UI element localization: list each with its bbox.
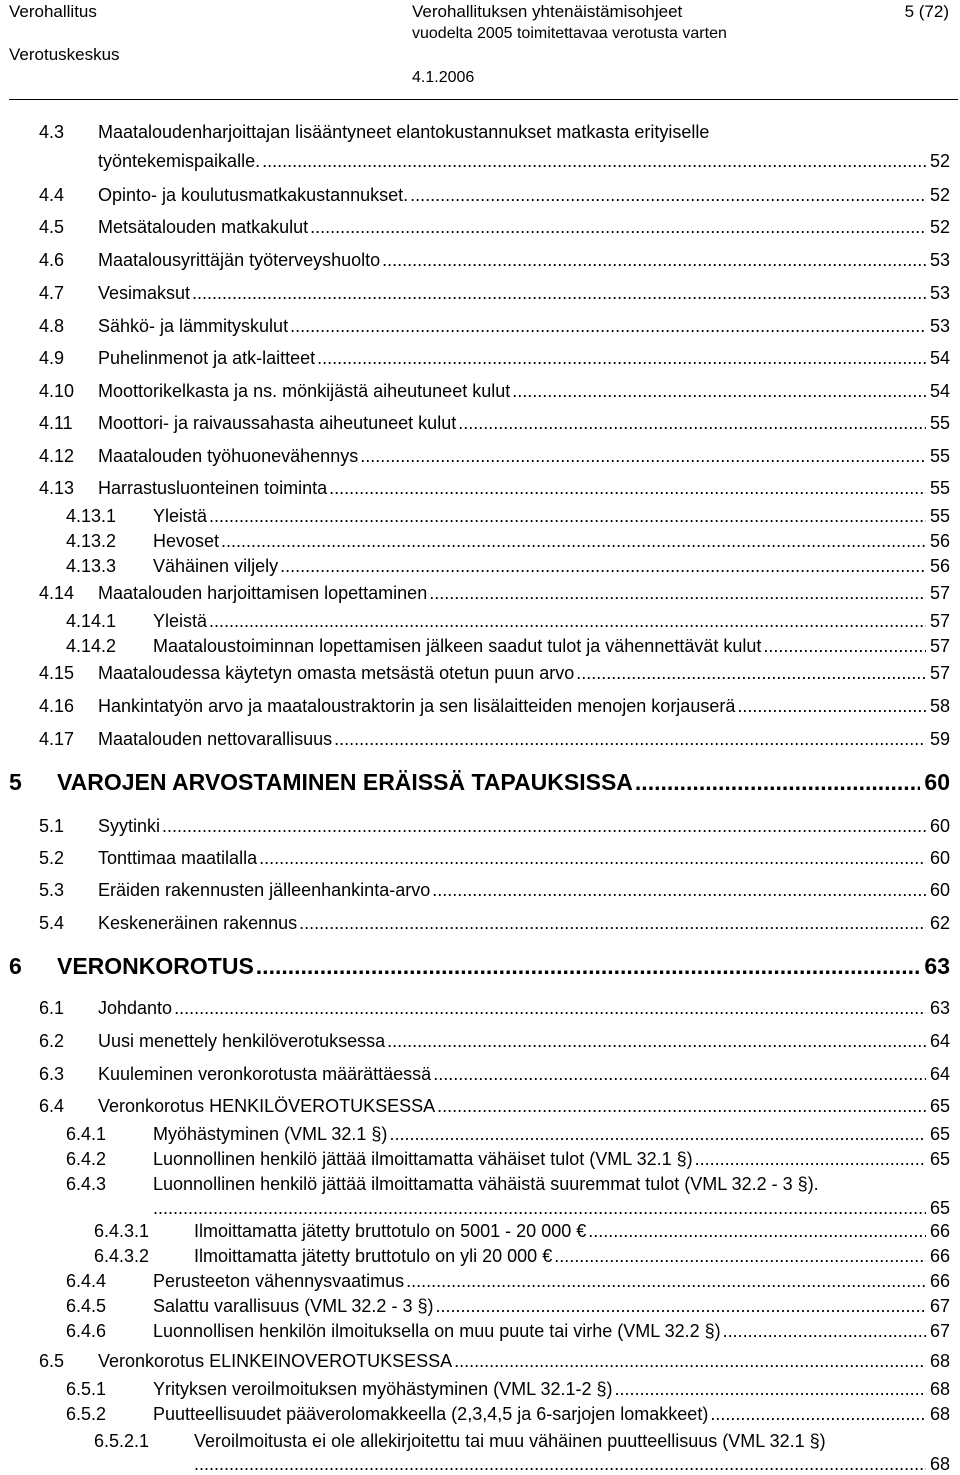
toc-entry[interactable]	[0, 662, 960, 684]
toc-entry-page-number: 52	[929, 185, 950, 205]
toc-entry[interactable]	[0, 555, 960, 577]
toc-entry-number: 6.4.3	[66, 1174, 107, 1194]
toc-entry-title: Veroilmoitusta ei ole allekirjoitettu tai muu vähäinen puutteellisuus (VML 32.1 §)	[194, 1431, 826, 1451]
toc-leader-dots	[262, 150, 926, 172]
toc-entry-title: Ilmoittamatta jätetty bruttotulo on yli 20 000 €	[194, 1246, 553, 1266]
toc-entry-page-number: 63	[924, 953, 950, 979]
toc-leader-dots	[588, 1220, 926, 1242]
toc-entry[interactable]	[0, 1245, 960, 1267]
toc-entry-page-number: 60	[929, 816, 950, 836]
toc-entry-number: 4.3	[39, 122, 65, 142]
toc-entry-page-number: 66	[929, 1271, 950, 1291]
toc-entry[interactable]	[0, 1320, 960, 1342]
toc-entry-number: 6.5.2	[66, 1404, 107, 1424]
toc-entry[interactable]	[0, 184, 960, 206]
toc-entry-title: Veronkorotus ELINKEINOVEROTUKSESSA	[98, 1351, 453, 1371]
toc-entry-number: 6.5.1	[66, 1379, 107, 1399]
toc-entry-number: 4.17	[39, 729, 75, 749]
toc-entry-page-number: 52	[929, 217, 950, 237]
toc-leader-dots	[299, 912, 926, 934]
toc-entry-page-number: 68	[929, 1351, 950, 1371]
toc-entry-number: 4.13.1	[66, 506, 117, 526]
toc-entry-number: 4.16	[39, 696, 75, 716]
toc-leader-dots	[290, 315, 926, 337]
toc-entry-page-number: 52	[929, 151, 950, 171]
toc-entry-title: Maatalouden harjoittamisen lopettaminen	[98, 583, 428, 603]
toc-leader-dots	[280, 555, 926, 577]
toc-entry[interactable]	[0, 1173, 960, 1195]
toc-entry-number: 6.1	[39, 998, 65, 1018]
toc-leader-dots	[437, 1095, 926, 1117]
toc-leader-dots	[435, 1295, 926, 1317]
toc-leader-dots	[432, 879, 926, 901]
toc-entry-number: 6	[9, 953, 22, 979]
toc-entry[interactable]	[0, 1148, 960, 1170]
toc-entry[interactable]	[0, 347, 960, 369]
toc-entry-title: Tonttimaa maatilalla	[98, 848, 258, 868]
toc-entry-page-number: 55	[929, 478, 950, 498]
toc-leader-dots	[310, 216, 926, 238]
toc-entry-page-number: 65	[929, 1149, 950, 1169]
toc-entry-page-number: 65	[929, 1124, 950, 1144]
toc-entry-number: 4.7	[39, 283, 65, 303]
toc-entry-number: 6.4.1	[66, 1124, 107, 1144]
toc-entry-number: 4.15	[39, 663, 75, 683]
toc-entry-number: 4.5	[39, 217, 65, 237]
toc-leader-dots	[615, 1378, 926, 1400]
toc-entry-title: Uusi menettely henkilöverotuksessa	[98, 1031, 386, 1051]
toc-entry-title: Harrastusluonteinen toiminta	[98, 478, 328, 498]
toc-leader-dots	[406, 1270, 926, 1292]
header-left-top: Verohallitus	[9, 2, 97, 21]
toc-entry[interactable]	[0, 530, 960, 552]
toc-leader-dots	[695, 1148, 926, 1170]
toc-entry-title: Syytinki	[98, 816, 161, 836]
toc-entry[interactable]	[0, 282, 960, 304]
toc-entry[interactable]	[0, 1430, 960, 1452]
toc-entry-title: Sähkö- ja lämmityskulut	[98, 316, 289, 336]
toc-entry[interactable]	[0, 1270, 960, 1292]
toc-entry[interactable]	[0, 582, 960, 604]
toc-leader-dots	[433, 1063, 926, 1085]
toc-entry[interactable]	[0, 912, 960, 934]
toc-leader-dots	[635, 767, 920, 797]
toc-entry[interactable]	[0, 121, 960, 143]
toc-entry-continuation	[0, 150, 960, 172]
header-page-indicator: 5 (72)	[904, 2, 949, 21]
toc-entry-title: Luonnollinen henkilö jättää ilmoittamatta vähäiset tulot (VML 32.1 §)	[153, 1149, 693, 1169]
toc-entry-title: Puutteellisuudet pääverolomakkeella (2,3,4,5 ja 6-sarjojen lomakkeet)	[153, 1404, 709, 1424]
toc-entry-number: 4.8	[39, 316, 65, 336]
toc-entry-page-number: 53	[929, 250, 950, 270]
toc-entry-title: Puhelinmenot ja atk-laitteet	[98, 348, 316, 368]
header-center-line1: Verohallituksen yhtenäistämisohjeet	[412, 2, 683, 21]
toc-leader-dots	[162, 815, 926, 837]
toc-entry-title: Keskeneräinen rakennus	[98, 913, 298, 933]
toc-entry-number: 6.3	[39, 1064, 65, 1084]
toc-entry[interactable]	[0, 1220, 960, 1242]
toc-entry-title: VERONKOROTUS	[57, 953, 254, 979]
toc-entry-number: 4.12	[39, 446, 75, 466]
toc-entry-page-number: 63	[929, 998, 950, 1018]
toc-entry[interactable]	[0, 445, 960, 467]
toc-entry-title: Veronkorotus HENKILÖVEROTUKSESSA	[98, 1096, 436, 1116]
toc-entry-page-number: 67	[929, 1321, 950, 1341]
toc-entry[interactable]	[0, 997, 960, 1019]
toc-entry-number: 4.9	[39, 348, 65, 368]
toc-entry-title-continuation: työntekemispaikalle.	[98, 151, 261, 171]
toc-entry-number: 4.13	[39, 478, 75, 498]
toc-leader-dots	[209, 505, 926, 527]
toc-entry[interactable]	[0, 635, 960, 657]
toc-entry-continuation	[0, 1197, 960, 1219]
toc-entry-number: 6.4.5	[66, 1296, 107, 1316]
toc-entry[interactable]	[0, 505, 960, 527]
toc-entry[interactable]	[0, 412, 960, 434]
toc-entry[interactable]	[0, 728, 960, 750]
toc-entry[interactable]	[0, 1030, 960, 1052]
toc-entry-page-number: 53	[929, 283, 950, 303]
toc-entry-page-number: 55	[929, 446, 950, 466]
toc-entry-number: 4.6	[39, 250, 65, 270]
toc-entry[interactable]	[0, 1403, 960, 1425]
toc-entry-page-number: 62	[929, 913, 950, 933]
toc-entry-title: Yleistä	[153, 611, 208, 631]
toc-entry-number: 6.4.2	[66, 1149, 107, 1169]
toc-leader-dots	[221, 530, 926, 552]
toc-leader-dots	[387, 1030, 926, 1052]
toc-entry-title: Maatalousyrittäjän työterveyshuolto	[98, 250, 381, 270]
toc-leader-dots	[192, 282, 926, 304]
toc-entry-number: 4.13.2	[66, 531, 117, 551]
toc-entry-number: 4.14.1	[66, 611, 117, 631]
toc-entry-number: 4.14.2	[66, 636, 117, 656]
toc-leader-dots	[763, 635, 926, 657]
toc-entry-title: Johdanto	[98, 998, 173, 1018]
toc-entry-title: Hevoset	[153, 531, 220, 551]
toc-leader-dots	[554, 1245, 926, 1267]
toc-entry-page-number: 65	[929, 1096, 950, 1116]
toc-entry[interactable]	[0, 315, 960, 337]
toc-entry-number: 6.4.3.2	[94, 1246, 150, 1266]
header-left-bottom: Verotuskeskus	[9, 45, 120, 64]
toc-entry[interactable]	[0, 1063, 960, 1085]
toc-entry-page-number: 60	[924, 769, 950, 795]
toc-entry-page-number: 54	[929, 381, 950, 401]
toc-entry-page-number: 59	[929, 729, 950, 749]
toc-entry-page-number: 68	[929, 1404, 950, 1424]
toc-entry-title: Luonnollinen henkilö jättää ilmoittamatta vähäistä suuremmat tulot (VML 32.2 - 3 §).	[153, 1174, 819, 1194]
toc-leader-dots	[334, 728, 926, 750]
toc-entry-number: 6.5.2.1	[94, 1431, 150, 1451]
toc-entry[interactable]	[0, 847, 960, 869]
toc-entry-title: Luonnollisen henkilön ilmoituksella on muu puute tai virhe (VML 32.2 §)	[153, 1321, 721, 1341]
toc-entry-number: 5.3	[39, 880, 65, 900]
toc-leader-dots	[209, 610, 926, 632]
toc-entry-title: Hankintatyön arvo ja maataloustraktorin ja sen lisälaitteiden menojen korjauserä	[98, 696, 736, 716]
toc-entry[interactable]	[0, 249, 960, 271]
toc-entry-page-number: 66	[929, 1246, 950, 1266]
toc-entry-page-number: 54	[929, 348, 950, 368]
toc-entry-page-number: 65	[929, 1198, 950, 1218]
toc-entry-number: 4.11	[39, 413, 73, 433]
toc-entry-title: Perusteeton vähennysvaatimus	[153, 1271, 405, 1291]
toc-leader-dots	[576, 662, 926, 684]
toc-entry-number: 5.4	[39, 913, 65, 933]
toc-entry-page-number: 64	[929, 1064, 950, 1084]
toc-entry[interactable]	[0, 380, 960, 402]
toc-entry-number: 6.4.3.1	[94, 1221, 150, 1241]
toc-leader-dots	[429, 582, 926, 604]
toc-entry-title: Vesimaksut	[98, 283, 191, 303]
toc-entry-page-number: 55	[929, 413, 950, 433]
toc-entry-number: 4.4	[39, 185, 65, 205]
toc-entry-title: Maatalouden nettovarallisuus	[98, 729, 333, 749]
toc-entry-title: Yrityksen veroilmoituksen myöhästyminen (VML 32.1-2 §)	[153, 1379, 613, 1399]
toc-entry-title: Maataloudenharjoittajan lisääntyneet elantokustannukset matkasta erityiselle	[98, 122, 710, 142]
toc-leader-dots	[458, 412, 926, 434]
toc-leader-dots	[454, 1350, 926, 1372]
toc-entry-title: Moottorikelkasta ja ns. mönkijästä aiheutuneet kulut	[98, 381, 511, 401]
toc-leader-dots	[360, 445, 926, 467]
toc-entry-title: Vähäinen viljely	[153, 556, 279, 576]
toc-leader-dots	[153, 1197, 926, 1219]
toc-entry-page-number: 60	[929, 880, 950, 900]
toc-entry-title: Kuuleminen veronkorotusta määrättäessä	[98, 1064, 432, 1084]
toc-entry[interactable]	[0, 879, 960, 901]
toc-leader-dots	[389, 1123, 926, 1145]
toc-entry-page-number: 57	[929, 663, 950, 683]
toc-leader-dots	[710, 1403, 926, 1425]
toc-entry-title: Maatalouden työhuonevähennys	[98, 446, 359, 466]
toc-entry-number: 4.13.3	[66, 556, 117, 576]
toc-leader-dots	[737, 695, 926, 717]
toc-entry[interactable]	[0, 1378, 960, 1400]
toc-entry-title: Opinto- ja koulutusmatkakustannukset.	[98, 185, 409, 205]
toc-entry-title: Maataloustoiminnan lopettamisen jälkeen saadut tulot ja vähennettävät kulut	[153, 636, 762, 656]
toc-entry[interactable]	[0, 1350, 960, 1372]
toc-leader-dots	[512, 380, 926, 402]
toc-entry-page-number: 55	[929, 506, 950, 526]
toc-entry-title: Maataloudessa käytetyn omasta metsästä otetun puun arvo	[98, 663, 575, 683]
toc-entry-title: Salattu varallisuus (VML 32.2 - 3 §)	[153, 1296, 434, 1316]
toc-entry[interactable]	[0, 767, 960, 797]
toc-leader-dots	[174, 997, 926, 1019]
toc-entry-title: Myöhästyminen (VML 32.1 §)	[153, 1124, 388, 1144]
toc-entry-number: 5	[9, 769, 22, 795]
toc-entry-page-number: 67	[929, 1296, 950, 1316]
toc-entry-number: 6.4	[39, 1096, 65, 1116]
header-center-line3: 4.1.2006	[412, 69, 475, 86]
toc-leader-dots	[410, 184, 926, 206]
toc-entry[interactable]	[0, 216, 960, 238]
toc-entry-title: Eräiden rakennusten jälleenhankinta-arvo	[98, 880, 431, 900]
toc-entry-page-number: 58	[929, 696, 950, 716]
toc-entry[interactable]	[0, 951, 960, 981]
toc-entry-page-number: 57	[929, 611, 950, 631]
toc-entry-page-number: 56	[929, 531, 950, 551]
toc-entry-page-number: 57	[929, 636, 950, 656]
toc-entry-number: 4.10	[39, 381, 75, 401]
toc-entry-page-number: 60	[929, 848, 950, 868]
toc-entry-page-number: 68	[929, 1379, 950, 1399]
toc-leader-dots	[329, 477, 926, 499]
toc-entry[interactable]	[0, 695, 960, 717]
toc-entry-title: Metsätalouden matkakulut	[98, 217, 309, 237]
toc-entry-title: VAROJEN ARVOSTAMINEN ERÄISSÄ TAPAUKSISSA	[57, 769, 633, 795]
toc-entry[interactable]	[0, 1095, 960, 1117]
toc-entry-page-number: 53	[929, 316, 950, 336]
toc-entry-number: 5.1	[39, 816, 65, 836]
toc-entry-title: Ilmoittamatta jätetty bruttotulo on 5001 - 20 000 €	[194, 1221, 587, 1241]
toc-entry-title: Yleistä	[153, 506, 208, 526]
toc-entry-number: 6.2	[39, 1031, 65, 1051]
toc-leader-dots	[256, 951, 921, 981]
toc-entry-page-number: 66	[929, 1221, 950, 1241]
toc-entry[interactable]	[0, 477, 960, 499]
toc-entry-page-number: 68	[929, 1454, 950, 1474]
toc-leader-dots	[317, 347, 926, 369]
toc-entry-number: 5.2	[39, 848, 65, 868]
toc-entry-number: 6.5	[39, 1351, 65, 1371]
toc-entry-page-number: 56	[929, 556, 950, 576]
toc-leader-dots	[259, 847, 926, 869]
toc-entry-number: 4.14	[39, 583, 75, 603]
toc-entry-number: 6.4.6	[66, 1321, 107, 1341]
toc-entry-page-number: 57	[929, 583, 950, 603]
toc-leader-dots	[382, 249, 926, 271]
toc-leader-dots	[723, 1320, 926, 1342]
toc-entry[interactable]	[0, 815, 960, 837]
toc-entry[interactable]	[0, 610, 960, 632]
toc-entry-page-number: 64	[929, 1031, 950, 1051]
header-center-line2: vuodelta 2005 toimitettavaa verotusta varten	[412, 25, 727, 42]
toc-entry[interactable]	[0, 1295, 960, 1317]
toc-entry[interactable]	[0, 1123, 960, 1145]
toc-entry-title: Moottori- ja raivaussahasta aiheutuneet kulut	[98, 413, 457, 433]
toc-entry-number: 6.4.4	[66, 1271, 107, 1291]
